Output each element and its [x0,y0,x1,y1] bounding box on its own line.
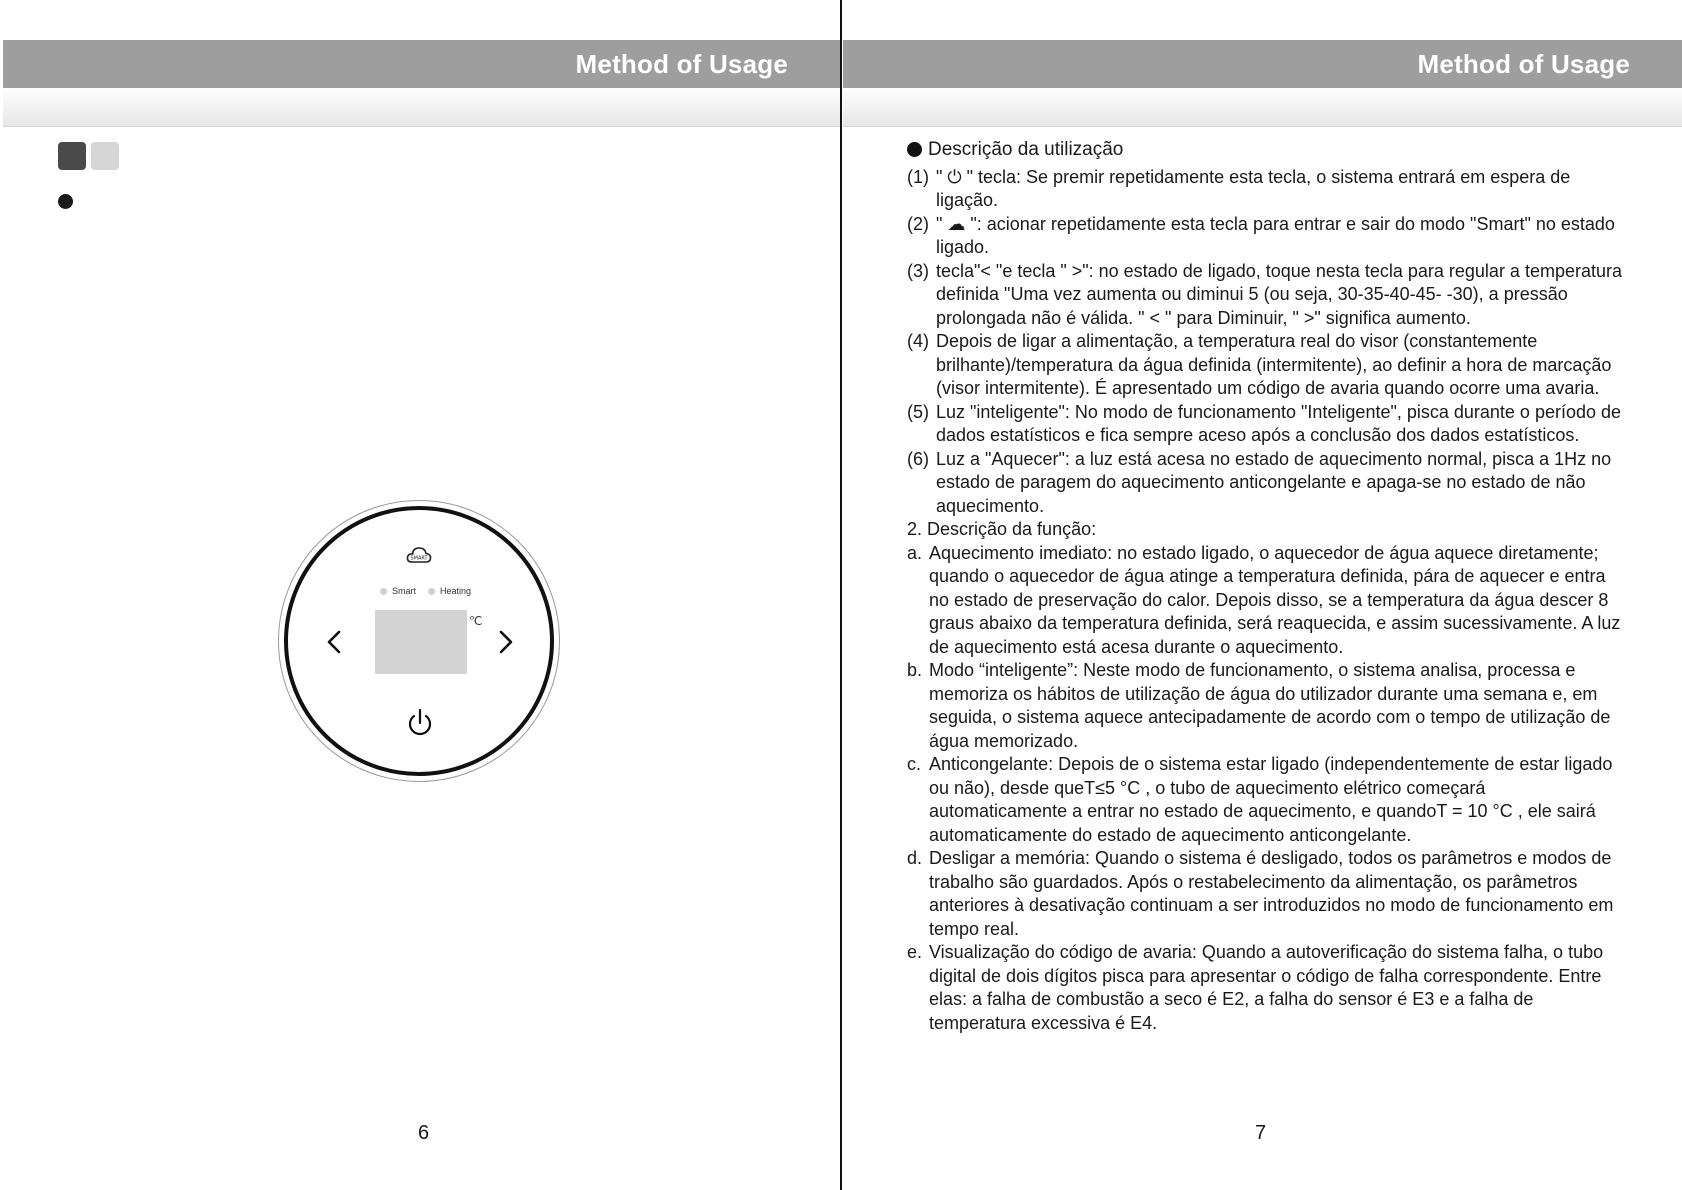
section-marker-dark [58,142,86,170]
header-bar [843,40,1682,88]
smart-indicator-light [380,588,387,595]
header-title: Method of Usage [575,48,788,79]
header-gradient-strip [3,88,840,127]
item-text: Aquecimento imediato: no estado ligado, o aquecedor de água aquece diretamente; quando o aquecedor de água atinge a temperatura definida, pára de aquecer e entra no estado de preservação do calor. Depois disso, se a temperatura da água descer 8 graus abaixo da temperatura definida, será reaquecida, e assim sucessivamente. A luz de aquecimento está acesa durante o aquecimento. [929,542,1621,657]
item-text: " ☁ ": acionar repetidamente esta tecla para entrar e sair do modo "Smart" no estado ligado. [936,213,1615,257]
item-label: e. [907,942,923,962]
item-text: Luz "inteligente": No modo de funcionamento "Inteligente", pisca durante o período de dados estatísticos e fica sempre aceso após a conclusão dos dados estatísticos. [936,401,1622,445]
smart-logo-text: SMART [410,555,428,562]
item-text: Depois de ligar a alimentação, a temperatura real do visor (constantemente brilhante)/temperatura da água definida (intermitente), ao definir a hora de marcação (visor intermitente). É apresentado um código de avaria quando ocorre uma avaria. [936,331,1612,398]
list-item [907,401,1627,448]
item-label: (3) [907,260,929,281]
heating-indicator-label: Heating [440,586,472,596]
item-label: (4) [907,331,929,351]
header-bar [3,40,840,88]
function-heading: 2. Descrição da função: [907,519,1097,539]
list-item [907,166,1627,213]
section-heading [907,138,1627,162]
page-number: 7 [1255,1122,1267,1144]
list-item [907,542,1627,660]
celsius-unit: ℃ [469,614,483,628]
list-item [907,448,1627,519]
section-marker-light [91,142,119,170]
item-label: a. [907,542,923,563]
item-label: d. [907,848,923,868]
list-item [907,847,1627,941]
header-gradient-strip [843,88,1682,127]
left-page [0,0,840,1190]
list-item [907,213,1627,260]
item-text: Visualização do código de avaria: Quando a autoverificação do sistema falha, o tubo digital de dois dígitos pisca para apresentar o código de falha correspondente. Entre elas: a falha de combustão a seco é E2, a falha do sensor é E3 e a falha de temperatura excessiva é E4. [929,942,1604,1033]
list-item [907,659,1627,753]
bullet-dot [58,194,73,209]
section-title: Descrição da utilização [928,139,1124,160]
item-text: " ⏻ " tecla: Se premir repetidamente esta tecla, o sistema entrará em espera de ligação. [936,166,1571,210]
section-bullet [907,142,922,157]
item-label: c. [907,754,922,774]
smart-cloud-icon[interactable] [406,544,432,566]
temperature-display [375,610,467,674]
increase-arrow-icon[interactable] [498,630,514,654]
heating-indicator [428,586,471,596]
item-label: (6) [907,448,929,469]
smart-indicator [380,586,416,596]
list-item [907,753,1627,847]
header-title: Method of Usage [1417,48,1630,79]
list-item [907,330,1627,401]
item-text: Luz a "Aquecer": a luz está acesa no estado de aquecimento normal, pisca a 1Hz no estado de paragem do aquecimento anticongelante e apaga-se no estado de não aquecimento. [936,448,1612,516]
smart-indicator-label: Smart [392,586,417,596]
list-item [907,941,1627,1035]
item-text: Modo “inteligente”: Neste modo de funcionamento, o sistema analisa, processa e memoriza os hábitos de utilização de água do utilizador durante uma semana e, em seguida, o sistema aquece antecipadamente de acordo com o tempo de utilização de água memorizado. [929,660,1611,751]
right-page [843,0,1682,1190]
page-number: 6 [418,1122,430,1144]
heating-indicator-light [428,588,435,595]
item-text: tecla"< "e tecla " >": no estado de ligado, toque nesta tecla para regular a temperatura definida "Uma vez aumenta ou diminui 5 (ou seja, 30-35-40-45- -30), a pressão prolongada não é válida. " < " para Diminuir, " >" significa aumento. [936,260,1622,328]
decrease-arrow-icon[interactable] [326,630,342,654]
item-label: (2) [907,213,929,234]
item-text: Anticongelante: Depois de o sistema estar ligado (independentemente de estar ligado ou não), desde queT≤5 °C , o tubo de aquecimento elétrico começará automaticamente a entrar no estado de aquecimento, e quandoT = 10 °C , ele sairá automaticamente do estado de aquecimento anticongelante. [929,754,1613,845]
list-item [907,260,1627,331]
item-label: b. [907,660,923,680]
page-divider [840,0,842,1190]
item-label: (1) [907,166,929,187]
power-icon[interactable] [406,708,434,738]
item-text: Desligar a memória: Quando o sistema é desligado, todos os parâmetros e modos de trabalho são guardados. Após o restabelecimento da alimentação, os parâmetros anteriores à desativação continuam a ser introduzidos no modo de funcionamento em tempo real. [929,848,1614,939]
usage-description [907,138,1627,1035]
item-label: (5) [907,401,929,422]
